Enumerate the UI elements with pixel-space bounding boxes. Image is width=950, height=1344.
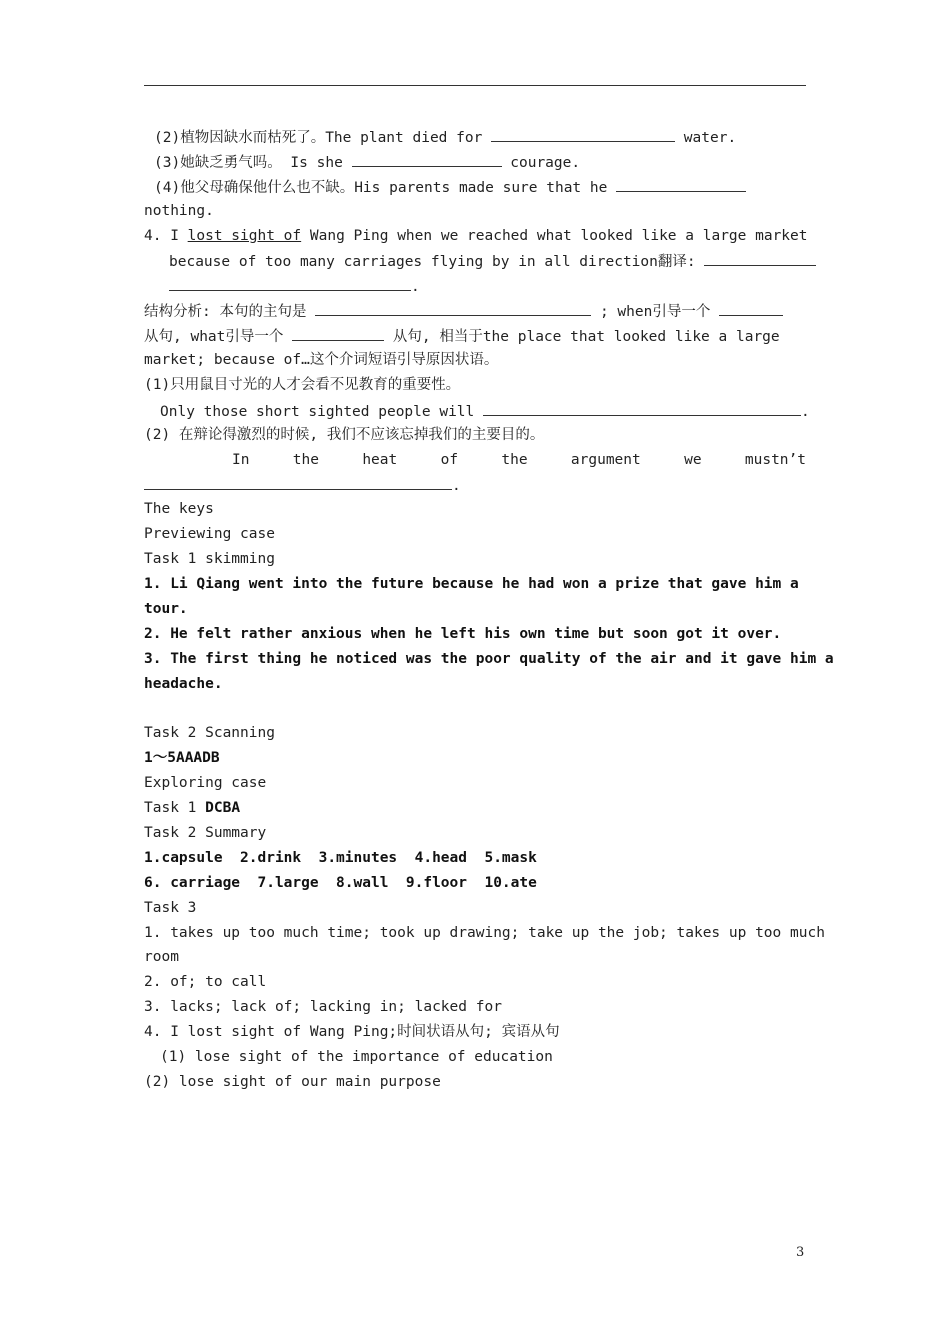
task3-heading: Task 3 <box>144 899 197 916</box>
structure-equivalent: 从句, 相当于the place that looked like a large <box>392 329 780 346</box>
blank-line <box>169 273 411 291</box>
exercise-item-3 <box>144 149 806 174</box>
exercise-item-4-cont <box>144 199 806 224</box>
blank-line <box>719 298 783 316</box>
scanning-answers: 1～5AAADB <box>144 750 220 767</box>
sub-question-2-en <box>144 448 806 473</box>
task3-answer-4-2: (2) lose sight of our main purpose <box>144 1073 441 1090</box>
sub-question-2-blank <box>144 472 806 497</box>
blank-line <box>483 398 801 416</box>
task3-answer-4: 4. I lost sight of Wang Ping;时间状语从句; 宾语从句 <box>144 1024 560 1041</box>
period: . <box>452 478 461 495</box>
item-4-prompt: (4)他父母确保他什么也不缺。His parents made sure that he <box>154 179 608 196</box>
item-2-suffix: water. <box>683 130 737 146</box>
task3-answer-1-cont: room <box>144 949 179 966</box>
period: . <box>411 279 420 296</box>
key-phrase: lost sight of <box>187 227 302 244</box>
blank-line <box>491 124 675 142</box>
blank-line <box>352 149 502 167</box>
item-2-prompt: (2)植物因缺水而枯死了。The plant died for <box>154 130 483 146</box>
question-4-number: 4. I <box>144 227 179 244</box>
sub-question-2-chinese: (2) 在辩论得激烈的时候, 我们不应该忘掉我们的主要目的。 <box>144 426 545 443</box>
question-4-translate-prompt: because of too many carriages flying by in all direction翻译: <box>169 254 696 271</box>
sub-question-2-english: In the heat of the argument we mustn’t <box>232 451 806 468</box>
period: . <box>801 403 810 420</box>
sub-question-1-chinese: (1)只用鼠目寸光的人才会看不见教育的重要性。 <box>144 376 461 393</box>
structure-analysis-1 <box>144 298 806 323</box>
exploring-task1 <box>144 796 806 821</box>
question-4-line2 <box>144 248 806 273</box>
exercise-item-4 <box>144 174 806 199</box>
structure-analysis-3 <box>144 348 806 373</box>
structure-what: 从句, what引导一个 <box>144 329 284 346</box>
blank-line <box>315 298 591 316</box>
task2-scanning-heading: Task 2 Scanning <box>144 725 275 742</box>
summary-answers-2: 6. carriage 7.large 8.wall 9.floor 10.ate <box>144 874 537 891</box>
blank-line <box>292 323 384 341</box>
skimming-answer-1-cont: tour. <box>144 600 188 617</box>
task2-summary-heading: Task 2 Summary <box>144 824 267 841</box>
task3-answer-2: 2. of; to call <box>144 974 267 991</box>
page-content <box>144 124 834 1095</box>
structure-because: market; because of…这个介词短语引导原因状语。 <box>144 352 499 369</box>
blank-line <box>144 472 452 490</box>
header-rule <box>144 85 806 86</box>
blank-line <box>616 174 746 192</box>
item-3-prompt: (3)她缺乏勇气吗。 Is she <box>154 154 343 171</box>
skimming-answer-3: 3. The first thing he noticed was the poor quality of the air and it gave him a <box>144 650 834 667</box>
skimming-answer-1: 1. Li Qiang went into the future because he had won a prize that gave him a <box>144 576 799 593</box>
task3-answer-1: 1. takes up too much time; took up drawing; take up the job; takes up too much <box>144 924 825 941</box>
question-4-sentence: Wang Ping when we reached what looked like a large market <box>309 227 808 244</box>
question-4 <box>144 224 806 249</box>
sub-question-1-en <box>144 398 810 423</box>
sub-question-1-cn <box>144 373 806 398</box>
summary-answers-1: 1.capsule 2.drink 3.minutes 4.head 5.mask <box>144 849 537 866</box>
task1-skimming-heading: Task 1 skimming <box>144 551 275 568</box>
task3-answer-4-1: (1) lose sight of the importance of education <box>160 1048 553 1065</box>
page-number: 3 <box>796 1245 805 1260</box>
previewing-case-heading: Previewing case <box>144 526 275 543</box>
structure-when: ; when引导一个 <box>599 304 711 321</box>
blank-line <box>704 248 816 266</box>
exploring-task1-label: Task 1 <box>144 800 197 817</box>
sub-question-2-cn <box>144 423 806 448</box>
task3-answer-3: 3. lacks; lack of; lacking in; lacked for <box>144 999 502 1016</box>
spacer <box>144 696 806 721</box>
exploring-case-heading: Exploring case <box>144 775 267 792</box>
structure-label: 结构分析: 本句的主句是 <box>144 304 307 321</box>
skimming-answer-2: 2. He felt rather anxious when he left his own time but soon got it over. <box>144 625 782 642</box>
exploring-task1-answer: DCBA <box>205 800 241 817</box>
sub-question-1-english: Only those short sighted people will <box>160 403 475 420</box>
skimming-answer-3-cont: headache. <box>144 675 223 692</box>
keys-title: The keys <box>144 501 214 518</box>
item-4-continuation: nothing. <box>144 202 214 219</box>
item-3-suffix: courage. <box>510 154 581 171</box>
structure-analysis-2 <box>144 323 806 348</box>
exercise-item-2 <box>144 124 806 149</box>
question-4-line3 <box>144 273 806 298</box>
